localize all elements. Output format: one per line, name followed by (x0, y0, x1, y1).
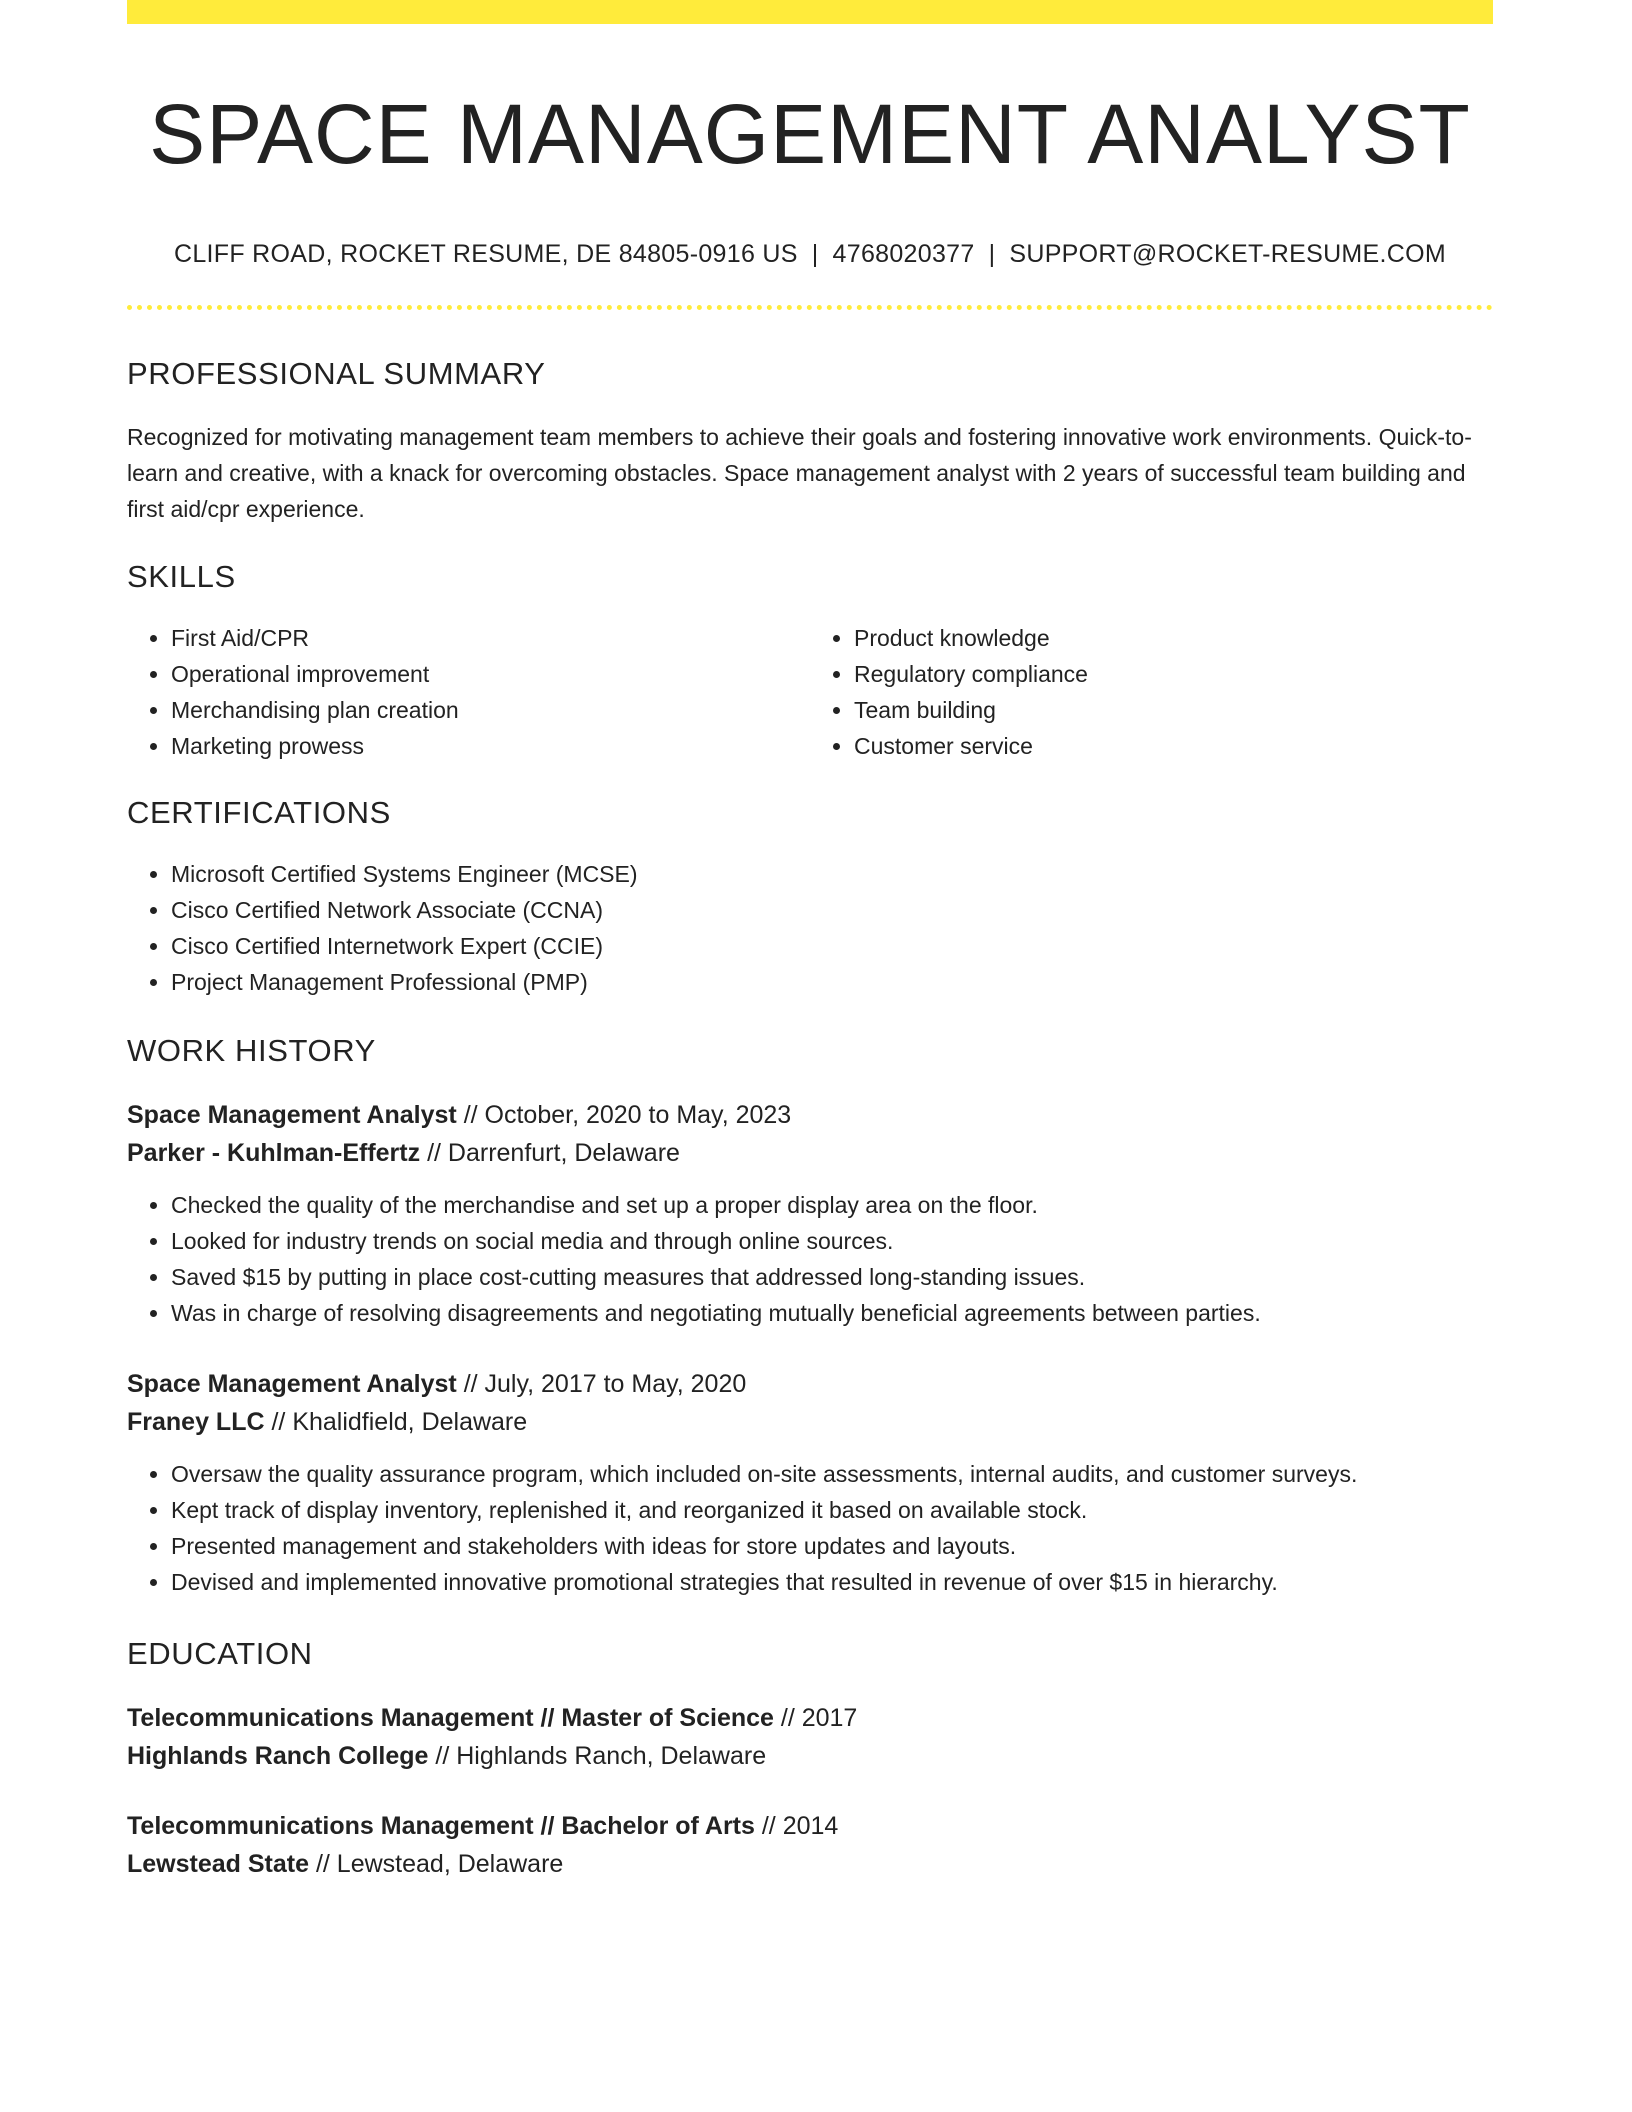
skill-item: • Team building (854, 692, 1493, 728)
skills-heading: SKILLS (127, 559, 236, 595)
skill-item: • Operational improvement (171, 656, 810, 692)
skill-item: • First Aid/CPR (171, 620, 810, 656)
certifications-heading: CERTIFICATIONS (127, 795, 391, 831)
degree-line (127, 1699, 1493, 1737)
education-entry (127, 1699, 1493, 1775)
certification-item: • Project Management Professional (PMP) (171, 964, 1493, 1000)
job-bullet: • Kept track of display inventory, replenished it, and reorganized it based on available stock. (171, 1492, 1493, 1528)
contact-address: CLIFF ROAD, ROCKET RESUME, DE 84805-0916 US (173, 240, 798, 269)
job-company: Franey LLC (127, 1408, 265, 1437)
job-bullet: • Presented management and stakeholders with ideas for store updates and layouts. (171, 1528, 1493, 1564)
job-bullets (127, 1187, 1493, 1331)
skill-item: • Regulatory compliance (854, 656, 1493, 692)
job-entry (127, 1096, 1493, 1331)
school: Highlands Ranch College (127, 1742, 429, 1771)
contact-separator: | (811, 240, 819, 269)
education-heading: EDUCATION (127, 1636, 313, 1672)
contact-line (127, 242, 1493, 267)
degree: Telecommunications Management // Bachelor of Arts (127, 1812, 755, 1841)
job-bullet: • Was in charge of resolving disagreements and negotiating mutually beneficial agreements between parties. (171, 1295, 1493, 1331)
top-accent-bar (127, 0, 1493, 24)
certification-item: • Cisco Certified Network Associate (CCNA) (171, 892, 1493, 928)
contact-email: SUPPORT@ROCKET-RESUME.COM (1009, 240, 1447, 269)
work-history-heading: WORK HISTORY (127, 1033, 376, 1069)
job-title: Space Management Analyst (127, 1101, 457, 1130)
school: Lewstead State (127, 1850, 310, 1879)
degree-year: // 2017 (773, 1704, 858, 1733)
skills-columns (127, 620, 1493, 764)
degree-line (127, 1807, 1493, 1845)
degree: Telecommunications Management // Master of Science (127, 1704, 774, 1733)
certifications-list (127, 856, 1493, 1000)
job-bullets (127, 1456, 1493, 1600)
skills-list-right (810, 620, 1493, 764)
job-title: Space Management Analyst (127, 1370, 457, 1399)
job-dates: // October, 2020 to May, 2023 (456, 1101, 792, 1130)
dotted-divider (127, 305, 1493, 310)
certification-item: • Microsoft Certified Systems Engineer (MCSE) (171, 856, 1493, 892)
job-bullet: • Looked for industry trends on social media and through online sources. (171, 1223, 1493, 1259)
job-company: Parker - Kuhlman-Effertz (127, 1139, 421, 1168)
job-company-line (127, 1403, 1493, 1441)
page-title: SPACE MANAGEMENT ANALYST (149, 87, 1471, 181)
resume-page (127, 0, 1493, 1883)
job-title-line (127, 1096, 1493, 1134)
skill-item: • Customer service (854, 728, 1493, 764)
job-bullet: • Oversaw the quality assurance program, which included on-site assessments, internal audits, and customer surveys. (171, 1456, 1493, 1492)
job-dates: // July, 2017 to May, 2020 (456, 1370, 747, 1399)
job-title-line (127, 1365, 1493, 1403)
skill-item: • Marketing prowess (171, 728, 810, 764)
school-location: // Lewstead, Delaware (309, 1850, 564, 1879)
certification-item: • Cisco Certified Internetwork Expert (CCIE) (171, 928, 1493, 964)
school-line (127, 1845, 1493, 1883)
skill-item: • Merchandising plan creation (171, 692, 810, 728)
summary-text: Recognized for motivating management team members to achieve their goals and fostering innovative work environments. Quick-to-learn and creative, with a knack for overcoming obstacles. Space management analyst with 2 years of successful team building and first aid/cpr experience. (127, 424, 1472, 523)
job-bullet: • Checked the quality of the merchandise and set up a proper display area on the floor. (171, 1187, 1493, 1223)
school-location: // Highlands Ranch, Delaware (428, 1742, 767, 1771)
job-bullet: • Saved $15 by putting in place cost-cutting measures that addressed long-standing issues. (171, 1259, 1493, 1295)
summary-heading: PROFESSIONAL SUMMARY (127, 356, 546, 392)
job-bullet: • Devised and implemented innovative promotional strategies that resulted in revenue of over $15 in hierarchy. (171, 1564, 1493, 1600)
job-company-line (127, 1134, 1493, 1172)
skill-item: • Product knowledge (854, 620, 1493, 656)
skills-list-left (127, 620, 810, 764)
contact-separator: | (988, 240, 996, 269)
degree-year: // 2014 (754, 1812, 839, 1841)
school-line (127, 1737, 1493, 1775)
contact-phone: 4768020377 (832, 240, 975, 269)
education-entry (127, 1807, 1493, 1883)
job-entry (127, 1365, 1493, 1600)
job-location: // Darrenfurt, Delaware (420, 1139, 680, 1168)
job-location: // Khalidfield, Delaware (264, 1408, 528, 1437)
